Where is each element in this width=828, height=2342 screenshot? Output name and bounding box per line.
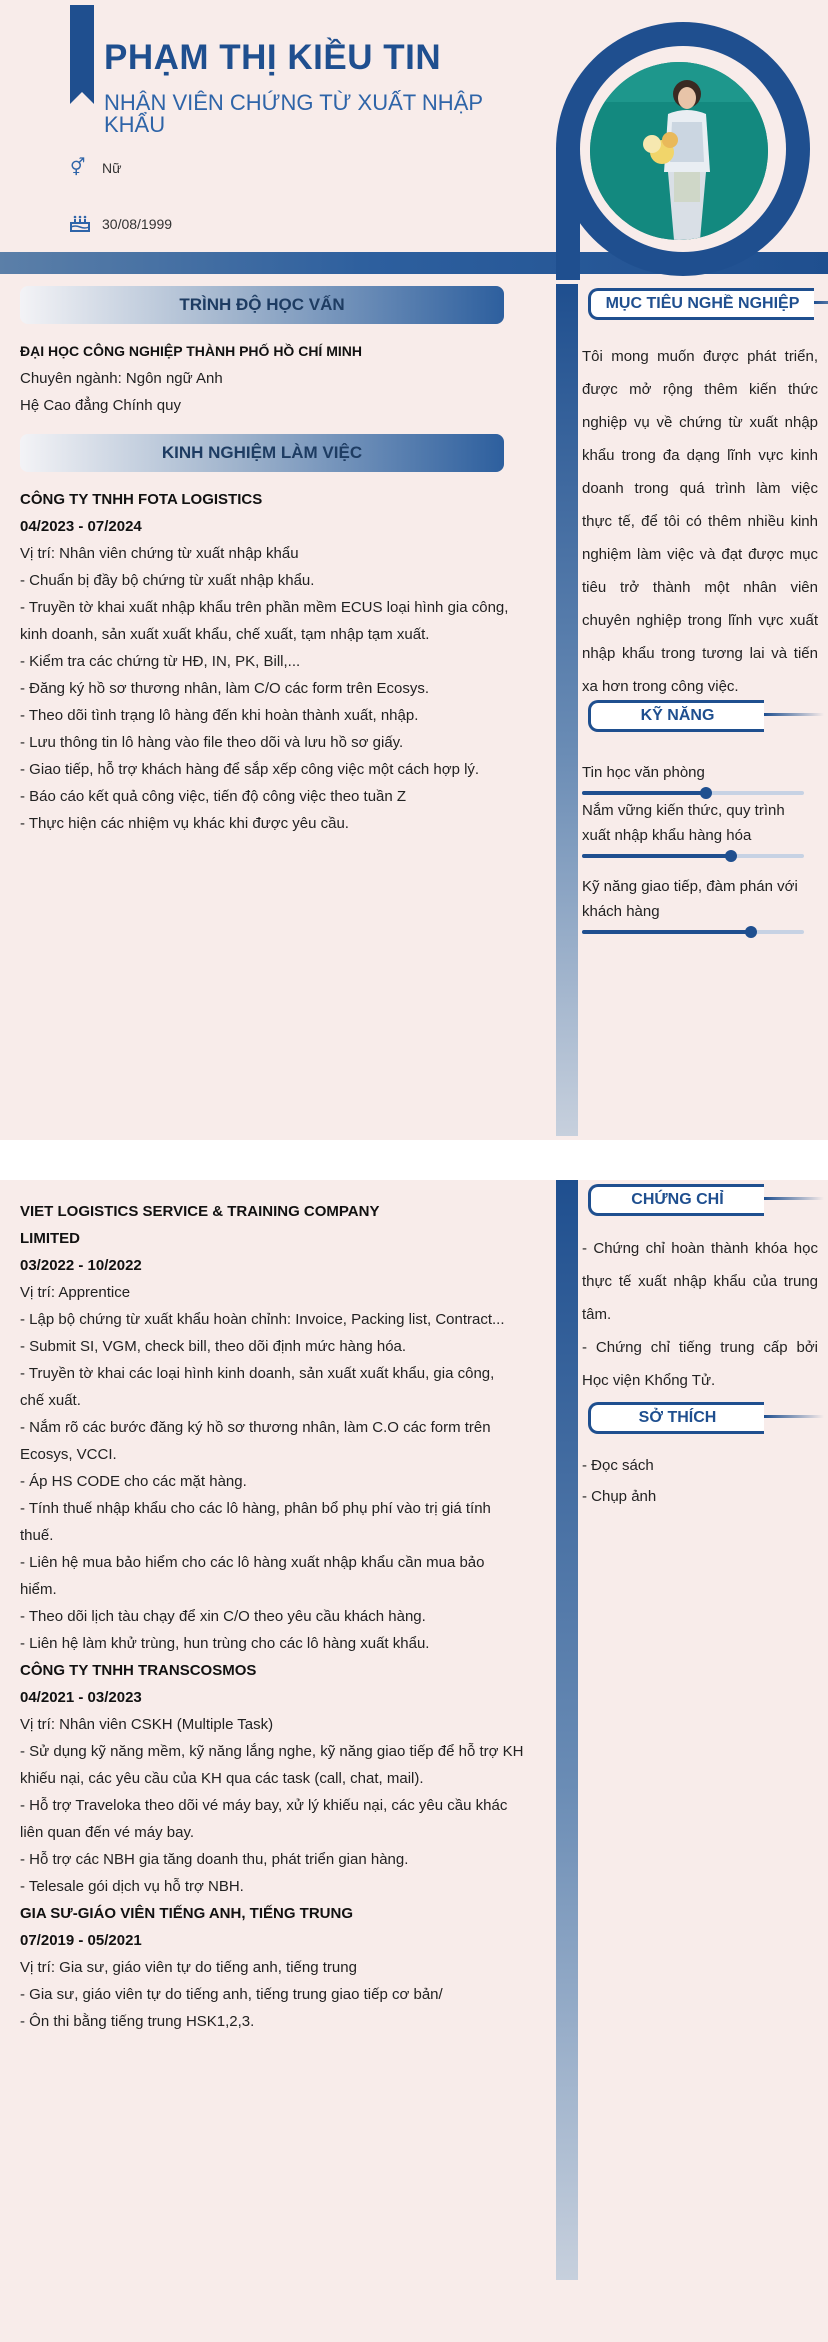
job-line: kinh doanh, sản xuất xuất khẩu, chế xuất, tạm nhập tạm xuất.: [20, 626, 430, 643]
job-line: - Lưu thông tin lô hàng vào file theo dõi và lưu hồ sơ giấy.: [20, 734, 404, 751]
education-header: TRÌNH ĐỘ HỌC VẤN: [20, 286, 504, 324]
skill-knob: [745, 926, 757, 938]
certificate-item: - Chứng chỉ tiếng trung cấp bởi Học viện Khổng Tử.: [582, 1339, 818, 1389]
job-line: khiếu nại, các yêu cầu của KH qua các task (call, chat, mail).: [20, 1770, 424, 1787]
job-line: - Liên hệ mua bảo hiểm cho các lô hàng xuất nhập khẩu cần mua bảo: [20, 1554, 485, 1571]
job-line: - Hỗ trợ các NBH gia tăng doanh thu, phát triển gian hàng.: [20, 1851, 409, 1868]
education-block: [20, 338, 540, 419]
skill-track: [582, 854, 804, 858]
degree-level: Hệ Cao đẳng Chính quy: [20, 397, 181, 414]
job-line: - Chuẩn bị đầy bộ chứng từ xuất nhập khẩu.: [20, 572, 315, 589]
job-line: - Submit SI, VGM, check bill, theo dõi định mức hàng hóa.: [20, 1338, 407, 1355]
job-line: - Theo dõi lịch tàu chạy để xin C/O theo yêu cầu khách hàng.: [20, 1608, 426, 1625]
job-line: - Theo dõi tình trạng lô hàng đến khi hoàn thành xuất, nhập.: [20, 707, 419, 724]
avatar-ring-stem: [556, 150, 580, 280]
hobby-item: - Chụp ảnh: [582, 1488, 657, 1505]
job-line: chế xuất.: [20, 1392, 81, 1409]
skill-track: [582, 930, 804, 934]
job-period: 04/2021 - 03/2023: [20, 1689, 142, 1706]
skill-item: [582, 798, 804, 858]
certificates-list: [582, 1232, 818, 1397]
company-name-cont: LIMITED: [20, 1230, 80, 1247]
gender-row: [70, 158, 121, 178]
job-line: - Tính thuế nhập khẩu cho các lô hàng, phân bổ phụ phí vào trị giá tính: [20, 1500, 491, 1517]
skill-item: [582, 760, 804, 795]
job-line: Vị trí: Apprentice: [20, 1284, 131, 1301]
birthday-value: 30/08/1999: [102, 216, 173, 232]
cv-page-1: [0, 0, 828, 1140]
school-name: ĐẠI HỌC CÔNG NGHIỆP THÀNH PHỐ HỒ CHÍ MINH: [20, 343, 362, 359]
hobbies-header: SỞ THÍCH: [588, 1402, 764, 1434]
job-line: - Thực hiện các nhiệm vụ khác khi được yêu cầu.: [20, 815, 349, 832]
skill-track: [582, 791, 804, 795]
sidebar-bar: [556, 284, 578, 1136]
job-line: - Giao tiếp, hỗ trợ khách hàng để sắp xếp công việc một cách hợp lý.: [20, 761, 480, 778]
experience-header: KINH NGHIỆM LÀM VIỆC: [20, 434, 504, 472]
certificates-header: CHỨNG CHỈ: [588, 1184, 764, 1216]
skill-fill: [582, 791, 706, 795]
job-period: 04/2023 - 07/2024: [20, 518, 142, 535]
birthday-row: [70, 214, 172, 234]
gender-icon: ⚥: [70, 158, 86, 177]
objective-header: MỤC TIÊU NGHỀ NGHIỆP: [588, 288, 814, 320]
job-line: - Báo cáo kết quả công việc, tiến độ công việc theo tuần Z: [20, 788, 407, 805]
major: Chuyên ngành: Ngôn ngữ Anh: [20, 370, 223, 387]
job-line: - Liên hệ làm khử trùng, hun trùng cho các lô hàng xuất khẩu.: [20, 1635, 430, 1652]
company-name: CÔNG TY TNHH TRANSCOSMOS: [20, 1662, 257, 1679]
cake-icon: [70, 214, 90, 234]
job-line: Ecosys, VCCI.: [20, 1446, 117, 1463]
cv-page-2: [0, 1180, 828, 2342]
job-line: - Hỗ trợ Traveloka theo dõi vé máy bay, xử lý khiếu nại, các yêu cầu khác: [20, 1797, 508, 1814]
skill-label: Nắm vững kiến thức, quy trình xuất nhập khẩu hàng hóa: [582, 802, 785, 844]
sidebar-bar: [556, 1180, 578, 2280]
job-line: - Telesale gói dịch vụ hỗ trợ NBH.: [20, 1878, 244, 1895]
certificate-item: - Chứng chỉ hoàn thành khóa học thực tế xuất nhập khẩu của trung tâm.: [582, 1240, 818, 1323]
job-fota: [20, 486, 550, 837]
job-line: liên quan đến vé máy bay.: [20, 1824, 195, 1841]
job-line: hiểm.: [20, 1581, 57, 1598]
skill-item: [582, 874, 804, 934]
job-line: - Áp HS CODE cho các mặt hàng.: [20, 1473, 247, 1490]
gender-value: Nữ: [102, 160, 122, 176]
job-line: - Lập bộ chứng từ xuất khẩu hoàn chỉnh: Invoice, Packing list, Contract...: [20, 1311, 505, 1328]
hobby-item: - Đọc sách: [582, 1457, 654, 1474]
job-line: - Truyền tờ khai các loại hình kinh doanh, sản xuất xuất khẩu, gia công,: [20, 1365, 495, 1382]
company-name: CÔNG TY TNHH FOTA LOGISTICS: [20, 491, 263, 508]
job-line: Vị trí: Nhân viên CSKH (Multiple Task): [20, 1716, 274, 1733]
job-line: - Nắm rõ các bước đăng ký hồ sơ thương nhân, làm C.O các form trên: [20, 1419, 491, 1436]
job-line: - Sử dụng kỹ năng mềm, kỹ năng lắng nghe, kỹ năng giao tiếp để hỗ trợ KH: [20, 1743, 524, 1760]
skill-fill: [582, 854, 731, 858]
job-title: NHÂN VIÊN CHỨNG TỪ XUẤT NHẬP KHẨU: [104, 90, 483, 137]
job-line: - Gia sư, giáo viên tự do tiếng anh, tiếng trung giao tiếp cơ bản/: [20, 1986, 443, 2003]
job-line: thuế.: [20, 1527, 54, 1544]
job-period: 07/2019 - 05/2021: [20, 1932, 142, 1949]
job-line: Vị trí: Nhân viên chứng từ xuất nhập khẩu: [20, 545, 299, 562]
company-name: VIET LOGISTICS SERVICE & TRAINING COMPANY: [20, 1203, 380, 1220]
skills-header: KỸ NĂNG: [588, 700, 764, 732]
job-line: - Ôn thi bằng tiếng trung HSK1,2,3.: [20, 2013, 255, 2030]
job-line: - Truyền tờ khai xuất nhập khẩu trên phần mềm ECUS loại hình gia công,: [20, 599, 509, 616]
skill-fill: [582, 930, 751, 934]
bookmark-ribbon: [70, 5, 94, 92]
hobbies-list: [582, 1450, 818, 1512]
company-name: GIA SƯ-GIÁO VIÊN TIẾNG ANH, TIẾNG TRUNG: [20, 1905, 354, 1922]
skill-label: Kỹ năng giao tiếp, đàm phán với khách hàng: [582, 878, 798, 920]
job-period: 03/2022 - 10/2022: [20, 1257, 142, 1274]
skill-label: Tin học văn phòng: [582, 764, 705, 781]
job-viet-logistics: [20, 1198, 550, 2035]
candidate-name: PHẠM THỊ KIỀU TIN: [104, 38, 442, 77]
objective-text: Tôi mong muốn được phát triển, được mở rộng thêm kiến thức nghiệp vụ về chứng từ xuất nhập khẩu trong đa dạng lĩnh vực kinh doanh trong quá trình làm việc thực tế, để tôi có thêm nhiều kinh nghiệm làm việc và đạt được mục tiêu trở thành một nhân viên chuyên nghiệp trong lĩnh vực xuất nhập khẩu trong tương lai và tiến xa hơn trong công việc.: [582, 348, 818, 695]
job-line: Vị trí: Gia sư, giáo viên tự do tiếng anh, tiếng trung: [20, 1959, 357, 1976]
job-line: - Đăng ký hồ sơ thương nhân, làm C/O các form trên Ecosys.: [20, 680, 430, 697]
job-line: - Kiểm tra các chứng từ HĐ, IN, PK, Bill,...: [20, 653, 301, 670]
avatar: [590, 62, 768, 240]
skill-knob: [725, 850, 737, 862]
